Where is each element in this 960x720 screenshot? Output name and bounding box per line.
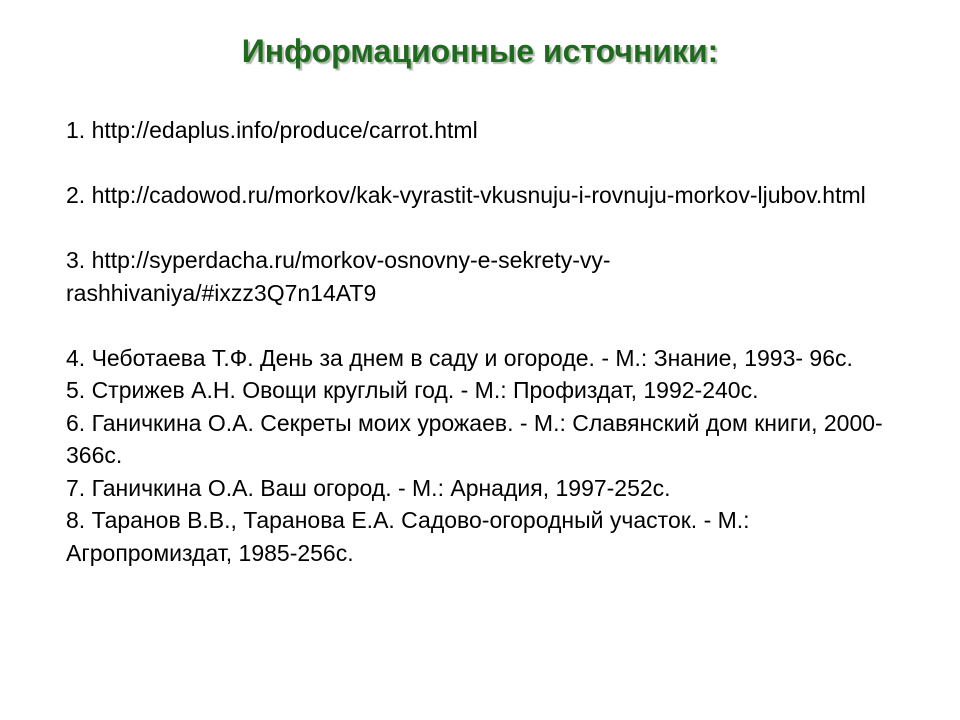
source-item-1: 1. http://edaplus.info/produce/carrot.html	[66, 117, 478, 143]
source-item-4: 4. Чеботаева Т.Ф. День за днем в саду и огороде. - М.: Знание, 1993- 96с.	[66, 344, 853, 371]
source-item-7: 7. Ганичкина О.А. Ваш огород. - М.: Арнадия, 1997-252с.	[66, 474, 671, 501]
source-item-8: 8. Таранов В.В., Таранова Е.А. Садово-огородный участок. - М.: Агропромиздат, 1985-256с.	[66, 507, 750, 566]
source-item-6: 6. Ганичкина О.А. Секреты моих урожаев. - М.: Славянский дом книги, 2000-366с.	[66, 409, 883, 468]
sources-list	[66, 114, 906, 569]
source-item-5: 5. Стрижев А.Н. Овощи круглый год. - М.: Профиздат, 1992-240с.	[66, 377, 759, 403]
source-item-3: 3. http://syperdacha.ru/morkov-osnovny-e-sekrety-vy-rashhivaniya/#ixzz3Q7n14AT9	[66, 247, 611, 306]
source-item-2: 2. http://cadowod.ru/morkov/kak-vyrastit-vkusnuju-i-rovnuju-morkov-ljubov.html	[66, 182, 866, 208]
slide-title: Информационные источники:	[241, 33, 719, 69]
